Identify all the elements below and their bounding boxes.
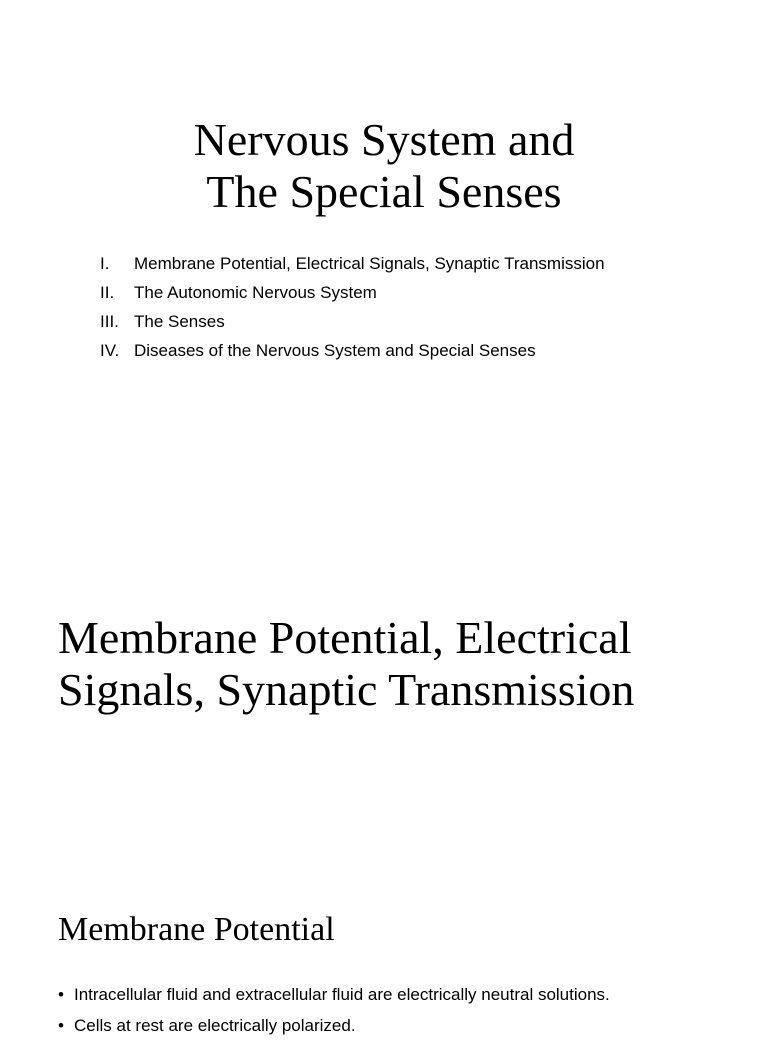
section-title bbox=[58, 612, 634, 716]
toc-item-text: The Autonomic Nervous System bbox=[134, 283, 377, 302]
bullet-icon: • bbox=[58, 1016, 64, 1035]
toc-item-number: I. bbox=[100, 254, 110, 273]
table-of-contents bbox=[100, 249, 605, 365]
toc-item-text: Diseases of the Nervous System and Special Senses bbox=[134, 341, 536, 360]
toc-item-number: IV. bbox=[100, 341, 120, 360]
bullet-text: Intracellular fluid and extracellular fluid are electrically neutral solutions. bbox=[74, 985, 610, 1004]
bullet-item bbox=[58, 979, 610, 1010]
bullet-list bbox=[58, 979, 610, 1041]
bullet-item bbox=[58, 1010, 610, 1041]
bullet-text: Cells at rest are electrically polarized. bbox=[74, 1016, 356, 1035]
bullet-icon: • bbox=[58, 985, 64, 1004]
section-title-line-2: Signals, Synaptic Transmission bbox=[58, 664, 635, 715]
title-line-1: Nervous System and bbox=[193, 114, 575, 165]
toc-item bbox=[100, 278, 605, 307]
toc-item bbox=[100, 336, 605, 365]
section-title-line-1: Membrane Potential, Electrical bbox=[58, 612, 632, 663]
toc-item bbox=[100, 249, 605, 278]
slide-heading: Membrane Potential bbox=[58, 911, 335, 948]
slide-content bbox=[0, 880, 768, 1035]
toc-item-number: III. bbox=[100, 312, 119, 331]
toc-item-text: Membrane Potential, Electrical Signals, Synaptic Transmission bbox=[134, 254, 605, 273]
slide-section bbox=[0, 575, 768, 795]
title-line-2: The Special Senses bbox=[206, 166, 562, 217]
presentation-title bbox=[0, 114, 768, 218]
slide-title bbox=[0, 0, 768, 400]
toc-item bbox=[100, 307, 605, 336]
toc-item-text: The Senses bbox=[134, 312, 225, 331]
toc-item-number: II. bbox=[100, 283, 115, 302]
